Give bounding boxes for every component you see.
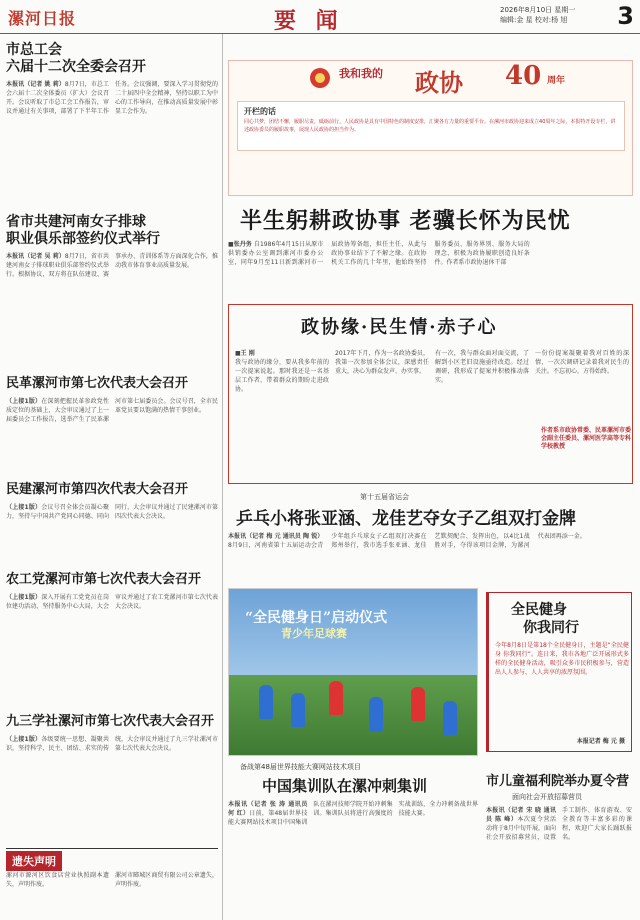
cppcc-emblem-icon: [309, 67, 331, 89]
bottom-kicker: 备战第48届世界技能大赛网站技术项目: [240, 763, 361, 771]
fitness-sidebox[interactable]: [486, 592, 632, 752]
banner-nian: 周年: [547, 76, 566, 86]
sidebox-body: 今年8月8日是第18个全民健身日，主题是“全民健身 你我同行”。连日来，我市各地广泛开展形式多样的全民健身活动，吸引众多市民积极参与，营造出人人参与、人人共享的浓厚氛围。: [495, 642, 629, 676]
byline: （上接1版）: [6, 736, 42, 743]
player-figure: [369, 697, 383, 731]
article-body: [6, 503, 218, 567]
byline: 本报讯（记者 吴 莉）: [6, 253, 65, 260]
photo-sky: [229, 589, 477, 675]
sports-kicker: 第十五届省运会: [360, 493, 409, 501]
bottom-article[interactable]: [228, 800, 478, 912]
player-figure: [259, 685, 273, 719]
summer-subhead: 面向社会开放招募营员: [512, 793, 582, 801]
byline: 本报讯（记者 姚 莉）: [6, 81, 65, 88]
cppcc-40-banner: [228, 60, 633, 196]
banner-title: 我和我的: [339, 67, 383, 80]
feature-col: 有一次，我与群众面对面交流，了解到小区老旧设施亟待改造。经过调研，我形成了提案并积极推动落实。: [435, 350, 529, 384]
body-text: 深入开展有工党党员在岗位建功活动，坚持服务中心大局，大会审议并通过了农工党漯河市第七次代表大会决议。: [6, 594, 218, 610]
page-number: 3: [617, 2, 634, 30]
headline-line1: 省市共建河南女子排球: [6, 214, 146, 230]
sports-photo: [228, 588, 478, 756]
col-text: 我与政协的缘分，要从我多年前的一次提案说起。那时我还是一名基层工作者，带着群众的期盼走进政协。: [235, 359, 329, 393]
body-text: 自1986年4月15日从原市供销委办公室调到漯河市委办公室，同年9月至11日新到漯河市一届政协筹备组，担任主任，从此与政协事业结下了不解之缘。在政协机关工作的几十年里，他始终坚持服务委员、服务界别、服务大局的理念，积极为政协履职创造良好条件。作者系市政协退休干部: [228, 241, 530, 266]
byline: 本报讯（记者 梅 元 通讯员 陶 锐）: [228, 533, 324, 540]
sports-headline: 乒乓小将张亚涵、龙佳艺夺女子乙组双打金牌: [236, 509, 576, 529]
banner-zheng: 政协: [415, 68, 463, 97]
byline: 本报讯（记者 张 涛 通讯员 何 红）: [228, 801, 308, 817]
summer-headline: 市儿童福利院举办夏令营: [486, 774, 630, 789]
byline: ■王 刚: [235, 350, 255, 357]
body-text: 8月7日，市总工会六届十二次全体委员（扩大）会议召开。会议听取了市总工会工作报告，审议并通过有关事项，部署了下半年工作任务。会议强调，要深入学习贯彻党的二十届四中全会精神，坚持以职工为中心的工作导向，在推动高质量发展中彰显工会作为。: [6, 81, 218, 115]
headline-line2: 六届十二次全委会召开: [6, 59, 146, 75]
summer-article[interactable]: [486, 806, 632, 914]
intro-label: 开栏的话: [244, 107, 276, 116]
player-figure: [329, 681, 343, 715]
byline: 本报讯（记者 宋 晓 通讯员 陈 峰）: [486, 807, 556, 823]
editor-line: 编辑:金 星 校对:杨 旭: [500, 16, 568, 24]
player-figure: [411, 687, 425, 721]
player-figure: [291, 693, 305, 727]
feature-col: 一份份提案凝聚着我对百姓的深情，一次次调研记录着我对民生的关注。不忘初心，方得始终。: [535, 350, 629, 375]
article-volleyball[interactable]: [6, 214, 218, 364]
notice-item: 漯河市源河区饮食店营业执照副本遗失，声明作废。: [6, 872, 109, 888]
byline: （上接1版）: [6, 398, 42, 405]
article-body: [228, 800, 478, 912]
banner-40: 40: [505, 61, 542, 91]
byline: （上接1版）: [6, 594, 42, 601]
photo-banner-text: “全民健身日”启动仪式: [245, 610, 388, 626]
body-text: 日前，第48届世界技能大赛网站技术项目中国集训队在漯河技师学院开始冲刺集训。集训队员将进行高强度的实战训练，全力冲刺备战世界技能大赛。: [228, 801, 478, 826]
article-body: [486, 806, 632, 914]
byline: （上接1版）: [6, 504, 42, 511]
article-body: [6, 80, 218, 198]
article-nonggong[interactable]: [6, 572, 218, 707]
feature-col: [235, 349, 329, 479]
player-figure: [443, 701, 457, 735]
feature-headline: 政协缘·民生情·赤子心: [301, 317, 498, 338]
feature-col: 2017年下月，作为一名政协委员，我第一次参加全体会议，深感责任重大，决心为群众发声、办实事。: [335, 350, 429, 375]
sports-article[interactable]: [228, 532, 633, 584]
column-divider: [222, 34, 223, 920]
article-minjian[interactable]: [6, 482, 218, 567]
main-article[interactable]: [228, 240, 633, 298]
date-line: 2026年8月10日 星期一: [500, 6, 576, 14]
byline: ■张丹务: [228, 241, 252, 248]
body-text: 本次夏令营活动将于8月中旬开展，面向社会开放招募营员，设置手工制作、体育游戏、安全教育等丰富多彩的课程，欢迎广大家长踊跃报名。: [486, 807, 632, 841]
feature-box[interactable]: [228, 304, 633, 484]
article-body: [228, 240, 633, 296]
headline: 九三学社漯河市第七次代表大会召开: [6, 714, 215, 729]
sidebox-headline1: 全民健身: [511, 602, 567, 618]
author-note: 作者系市政协常委、民革漯河市委会副主任委员、漯河医学高等专科学校教授: [541, 427, 632, 450]
date-info: [500, 5, 575, 25]
article-minge[interactable]: [6, 376, 218, 487]
section-title: 要 闻: [274, 8, 344, 34]
article-body: [6, 735, 218, 835]
lost-notice-box: [6, 848, 218, 914]
photo-credit: 本报记者 梅 元 摄: [576, 738, 625, 745]
body-text: 在深刻把握民革参政党性质定位的基础上，大会审议通过了上一届委员会工作报告，选举产生了民革漯河市第七届委员会。会议号召，全市民革党员要以饱满的热情干事创业。: [6, 398, 218, 423]
article-trade-union[interactable]: [6, 42, 218, 198]
article-body: [6, 252, 218, 364]
main-headline: 半生躬耕政协事 老骥长怀为民忧: [240, 208, 571, 234]
sidebox-headline2: 你我同行: [523, 620, 579, 636]
photo-banner-subtext: 青少年足球赛: [281, 627, 347, 640]
headline-line1: 市总工会: [6, 42, 62, 58]
article-jiusan[interactable]: [6, 714, 218, 835]
body-text: 各级要统一思想、凝聚共识，坚持科学、民主、团结、求实的传统，大会审议并通过了九三学社漯河市第七次代表大会决议。: [6, 736, 218, 752]
bottom-headline: 中国集训队在漯冲刺集训: [262, 777, 428, 795]
masthead: [0, 0, 640, 34]
notice-body: [6, 871, 218, 913]
headline: 民建漯河市第四次代表大会召开: [6, 482, 189, 497]
article-body: [6, 397, 218, 487]
headline: 民革漯河市第七次代表大会召开: [6, 376, 189, 391]
body-text: 8月9日，河南省第十五届运动会青少年组乒乓球女子乙组双打决赛在郑州举行，我市选手张亚涵、龙佳艺默契配合、发挥出色，以4比1战胜对手，夺得该项目金牌，为漯河代表团再添一金。: [228, 533, 586, 549]
notice-item: 漯河市郾城区商贸有限公司公章遗失，声明作废。: [115, 872, 218, 888]
intro-text: 同心共梦，团结不懈，履职尽责，砥砺前行。人民政协是具有中国特色的制度安排，汇聚各方力量的重要平台。在漯河市政协迎来成立40周年之际，本报特开设专栏，讲述政协委员的履职故事，展现人民政协的担当作为。: [244, 119, 616, 133]
body-text: 8月7日，省市共建河南女子排球职业俱乐部签约仪式举行。根据协议，双方将在队伍建设、赛事承办、青训体系等方面深化合作，推动我市体育事业高质量发展。: [6, 253, 218, 278]
newspaper-logo: 漯河日报: [8, 9, 77, 28]
column-intro-box: [237, 101, 625, 151]
article-body: [6, 593, 218, 707]
headline-line2: 职业俱乐部签约仪式举行: [6, 231, 160, 247]
headline: 农工党漯河市第七次代表大会召开: [6, 572, 202, 587]
body-text: 会议号召全体会员凝心聚力，坚持与中国共产党同心同德、同向同行，大会审议并通过了民建漯河市第四次代表大会决议。: [6, 504, 218, 520]
notice-heading: 遗失声明: [6, 851, 62, 871]
article-body: [228, 532, 633, 584]
